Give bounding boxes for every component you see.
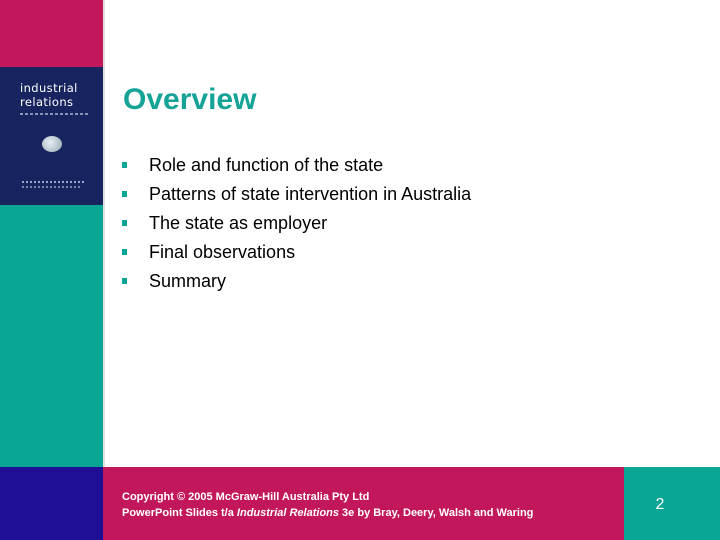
bullet-item	[122, 208, 471, 237]
book-cover-authors-decoration-2	[22, 186, 82, 188]
page-number: 2	[655, 496, 665, 513]
bullet-text: Role and function of the state	[149, 154, 384, 175]
book-name: Industrial Relations	[236, 507, 339, 519]
book-cover-subtitle-decoration	[20, 113, 90, 115]
copyright-line: Copyright © 2005 McGraw-Hill Australia Pty Ltd	[122, 491, 370, 503]
bullet-square-icon	[122, 278, 127, 284]
bullet-text: Final observations	[149, 241, 296, 262]
sidebar-magenta-block	[0, 0, 103, 67]
book-title-line-1: industrial	[20, 81, 78, 95]
sidebar-teal-block	[0, 205, 103, 467]
slides-credit-line	[122, 505, 533, 521]
slides-prefix: PowerPoint Slides t/a	[122, 507, 237, 519]
bullet-item	[122, 266, 471, 295]
bullet-list	[122, 150, 471, 295]
bullet-item	[122, 237, 471, 266]
bullet-text: The state as employer	[149, 212, 328, 233]
copyright-notice	[122, 489, 533, 521]
book-cover-title	[20, 81, 100, 109]
slides-suffix: 3e by Bray, Deery, Walsh and Waring	[339, 507, 534, 519]
bullet-text: Summary	[149, 270, 227, 291]
globe-icon	[42, 136, 62, 152]
bullet-square-icon	[122, 249, 127, 255]
vertical-divider	[103, 0, 105, 467]
bullet-square-icon	[122, 162, 127, 168]
slide-title: Overview	[123, 83, 257, 116]
bullet-square-icon	[122, 220, 127, 226]
footer-indigo-block	[0, 467, 103, 540]
book-title-line-2: relations	[20, 95, 74, 109]
book-cover-authors-decoration	[22, 181, 86, 183]
bullet-text: Patterns of state intervention in Australia	[149, 183, 472, 204]
bullet-item	[122, 179, 471, 208]
bullet-item	[122, 150, 471, 179]
bullet-square-icon	[122, 191, 127, 197]
